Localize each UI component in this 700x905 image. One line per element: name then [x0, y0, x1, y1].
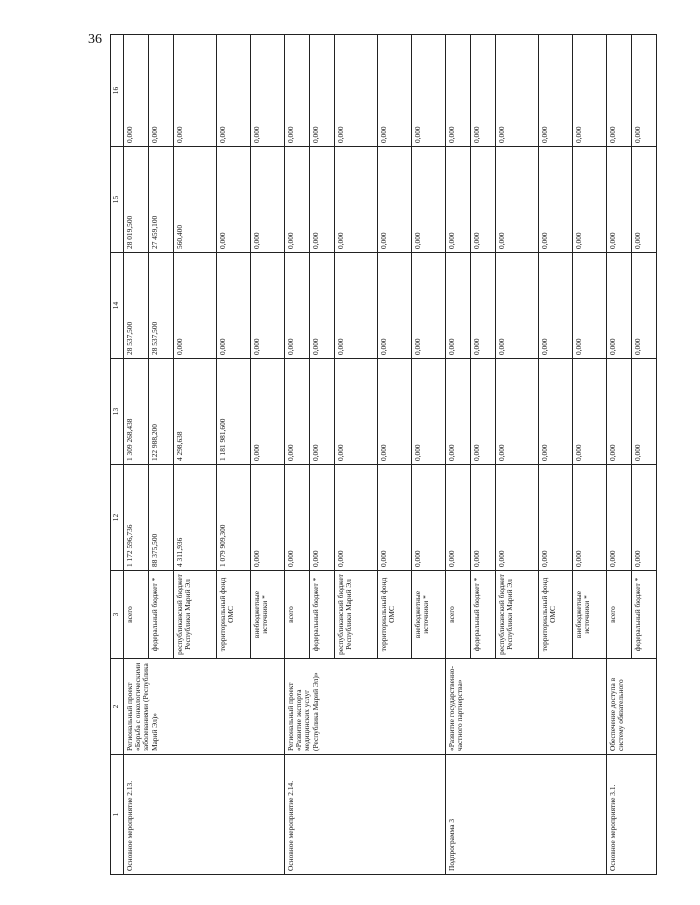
measure-code-cell: Основное мероприятие 2.13. — [124, 755, 285, 875]
funding-source-cell: внебюджетные источники * — [412, 571, 446, 659]
value-cell: 0,000 — [217, 147, 251, 253]
value-cell: 0,000 — [335, 465, 378, 571]
value-cell: 0,000 — [378, 147, 412, 253]
value-cell: 0,000 — [446, 35, 471, 147]
value-cell: 0,000 — [471, 35, 496, 147]
value-cell: 0,000 — [174, 35, 217, 147]
value-cell: 0,000 — [285, 465, 310, 571]
measure-name-cell: «Развитие государственно-частного партнерства» — [446, 659, 607, 755]
value-cell: 0,000 — [496, 35, 539, 147]
col-header-1: 1 — [111, 755, 124, 875]
funding-source-cell: всего — [446, 571, 471, 659]
value-cell: 0,000 — [496, 465, 539, 571]
table-row — [124, 35, 149, 875]
value-cell: 0,000 — [217, 35, 251, 147]
page-number: 36 — [88, 32, 102, 47]
value-cell: 0,000 — [335, 359, 378, 465]
value-cell: 0,000 — [607, 35, 632, 147]
value-cell: 0,000 — [446, 359, 471, 465]
value-cell: 0,000 — [310, 465, 335, 571]
value-cell: 0,000 — [217, 253, 251, 359]
value-cell: 0,000 — [285, 147, 310, 253]
value-cell: 4 298,638 — [174, 359, 217, 465]
funding-source-cell: территориальный фонд ОМС — [539, 571, 573, 659]
value-cell: 0,000 — [412, 253, 446, 359]
value-cell: 0,000 — [174, 253, 217, 359]
value-cell: 0,000 — [251, 359, 285, 465]
value-cell: 27 459,100 — [149, 147, 174, 253]
value-cell: 0,000 — [378, 359, 412, 465]
value-cell: 1 181 981,600 — [217, 359, 251, 465]
measure-name-cell: Региональный проект «Развитие экспорта медицинских услуг (Республика Марий Эл)» — [285, 659, 446, 755]
value-cell: 0,000 — [412, 465, 446, 571]
value-cell: 28 019,500 — [124, 147, 149, 253]
value-cell: 0,000 — [539, 253, 573, 359]
funding-source-cell: территориальный фонд ОМС — [378, 571, 412, 659]
value-cell: 0,000 — [285, 359, 310, 465]
value-cell: 0,000 — [310, 147, 335, 253]
measure-name-cell: Региональный проект «Борьба с онкологическими заболеваниями (Республика Марий Эл)» — [124, 659, 285, 755]
funding-source-cell: всего — [607, 571, 632, 659]
funding-source-cell: федеральный бюджет * — [632, 571, 657, 659]
rotated-page — [110, 35, 700, 875]
value-cell: 0,000 — [496, 147, 539, 253]
value-cell: 0,000 — [471, 147, 496, 253]
table-body — [124, 35, 657, 875]
value-cell: 0,000 — [496, 359, 539, 465]
funding-source-cell: федеральный бюджет * — [310, 571, 335, 659]
value-cell: 0,000 — [632, 253, 657, 359]
table-row — [446, 35, 471, 875]
funding-source-cell: внебюджетные источники * — [251, 571, 285, 659]
value-cell: 0,000 — [412, 359, 446, 465]
value-cell: 0,000 — [335, 35, 378, 147]
value-cell: 0,000 — [446, 465, 471, 571]
col-header-15: 15 — [111, 147, 124, 253]
value-cell: 0,000 — [573, 253, 607, 359]
value-cell: 0,000 — [310, 359, 335, 465]
value-cell: 0,000 — [251, 147, 285, 253]
value-cell: 0,000 — [251, 35, 285, 147]
value-cell: 0,000 — [632, 465, 657, 571]
header-row — [111, 35, 124, 875]
value-cell: 0,000 — [496, 253, 539, 359]
table-row — [285, 35, 310, 875]
value-cell: 0,000 — [335, 147, 378, 253]
value-cell: 0,000 — [539, 147, 573, 253]
value-cell: 560,400 — [174, 147, 217, 253]
measure-code-cell: Основное мероприятие 2.14. — [285, 755, 446, 875]
value-cell: 0,000 — [573, 359, 607, 465]
measure-code-cell: Подпрограмма 3 — [446, 755, 607, 875]
value-cell: 0,000 — [539, 359, 573, 465]
value-cell: 0,000 — [378, 35, 412, 147]
value-cell: 0,000 — [539, 465, 573, 571]
value-cell: 0,000 — [446, 253, 471, 359]
value-cell: 0,000 — [412, 147, 446, 253]
value-cell: 0,000 — [573, 465, 607, 571]
value-cell: 0,000 — [573, 147, 607, 253]
value-cell: 0,000 — [607, 359, 632, 465]
value-cell: 0,000 — [285, 253, 310, 359]
value-cell: 0,000 — [471, 253, 496, 359]
value-cell: 1 079 909,300 — [217, 465, 251, 571]
value-cell: 0,000 — [471, 359, 496, 465]
value-cell: 0,000 — [412, 35, 446, 147]
col-header-3: 3 — [111, 571, 124, 659]
value-cell: 0,000 — [471, 465, 496, 571]
value-cell: 0,000 — [310, 253, 335, 359]
value-cell: 1 172 596,736 — [124, 465, 149, 571]
funding-source-cell: республиканский бюджет Республики Марий Эл — [335, 571, 378, 659]
measure-code-cell: Основное мероприятие 3.1. — [607, 755, 657, 875]
value-cell: 0,000 — [251, 465, 285, 571]
value-cell: 0,000 — [632, 147, 657, 253]
col-header-12: 12 — [111, 465, 124, 571]
value-cell: 0,000 — [446, 147, 471, 253]
value-cell: 0,000 — [251, 253, 285, 359]
funding-source-cell: республиканский бюджет Республики Марий Эл — [174, 571, 217, 659]
value-cell: 0,000 — [310, 35, 335, 147]
table-row — [607, 35, 632, 875]
measure-name-cell: Обеспечение доступа в систему обязательного — [607, 659, 657, 755]
col-header-13: 13 — [111, 359, 124, 465]
value-cell: 0,000 — [632, 35, 657, 147]
col-header-14: 14 — [111, 253, 124, 359]
col-header-16: 16 — [111, 35, 124, 147]
value-cell: 0,000 — [285, 35, 310, 147]
col-header-2: 2 — [111, 659, 124, 755]
value-cell: 4 311,936 — [174, 465, 217, 571]
value-cell: 0,000 — [607, 147, 632, 253]
funding-source-cell: внебюджетные источники * — [573, 571, 607, 659]
value-cell: 88 375,500 — [149, 465, 174, 571]
value-cell: 0,000 — [335, 253, 378, 359]
budget-table — [110, 34, 657, 875]
value-cell: 0,000 — [607, 253, 632, 359]
funding-source-cell: федеральный бюджет * — [471, 571, 496, 659]
funding-source-cell: федеральный бюджет * — [149, 571, 174, 659]
value-cell: 0,000 — [573, 35, 607, 147]
value-cell: 0,000 — [539, 35, 573, 147]
funding-source-cell: всего — [285, 571, 310, 659]
value-cell: 28 537,500 — [149, 253, 174, 359]
value-cell: 0,000 — [149, 35, 174, 147]
value-cell: 0,000 — [632, 359, 657, 465]
value-cell: 0,000 — [124, 35, 149, 147]
value-cell: 0,000 — [607, 465, 632, 571]
funding-source-cell: всего — [124, 571, 149, 659]
value-cell: 122 988,200 — [149, 359, 174, 465]
funding-source-cell: республиканский бюджет Республики Марий Эл — [496, 571, 539, 659]
value-cell: 0,000 — [378, 253, 412, 359]
value-cell: 28 537,500 — [124, 253, 149, 359]
value-cell: 1 309 268,438 — [124, 359, 149, 465]
funding-source-cell: территориальный фонд ОМС — [217, 571, 251, 659]
value-cell: 0,000 — [378, 465, 412, 571]
